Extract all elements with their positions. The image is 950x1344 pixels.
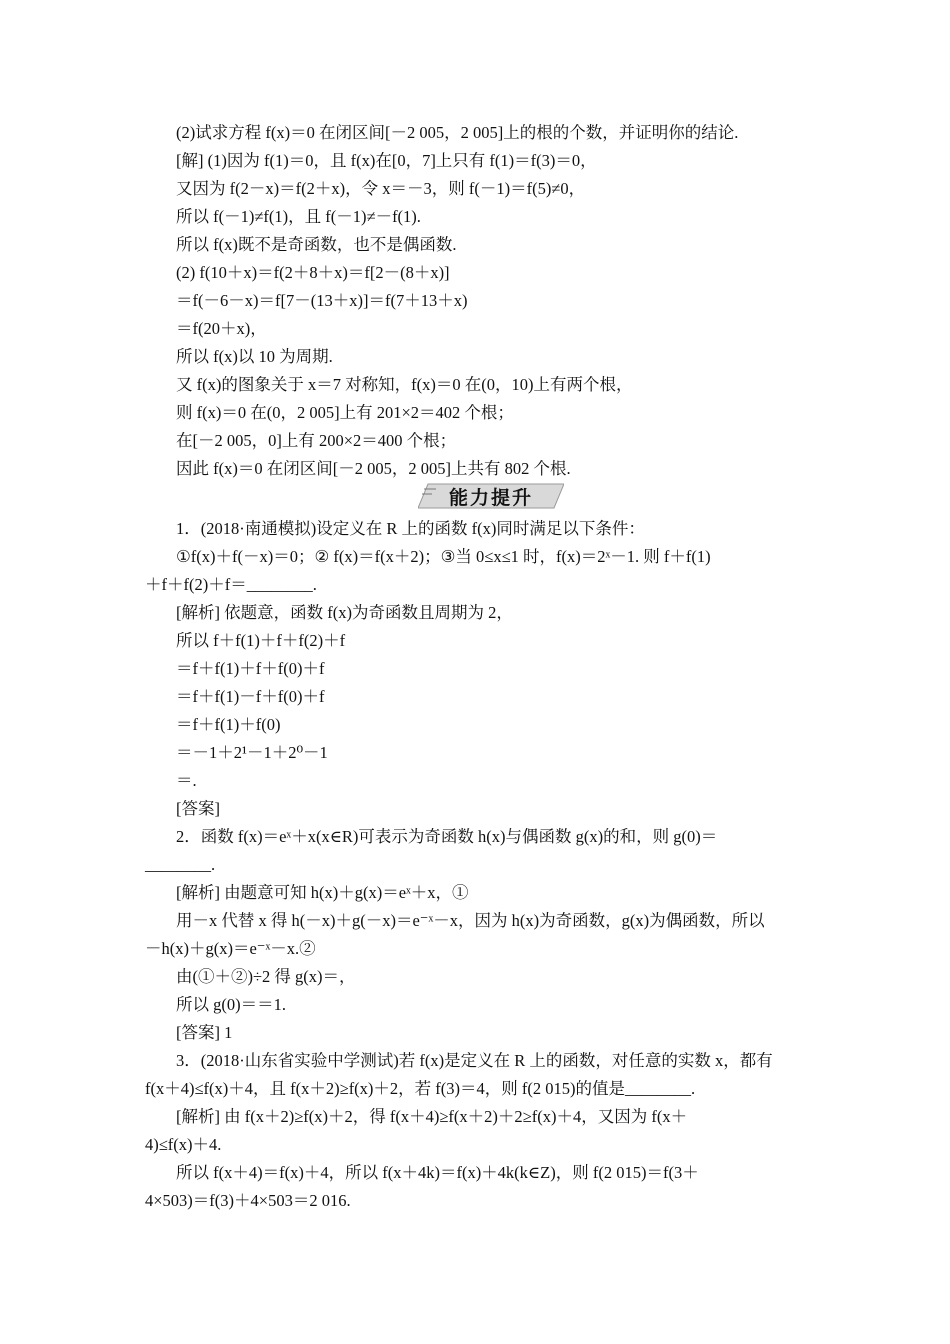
text-line: [答案] xyxy=(176,799,220,818)
text-line: ＝. xyxy=(176,771,197,790)
text-line: f(x＋4)≤f(x)＋4，且 f(x＋2)≥f(x)＋2，若 f(3)＝4，则 f(2 015)的值是________. xyxy=(145,1079,696,1098)
text-line: ＝f(－6－x)＝f[7－(13＋x)]＝f(7＋13＋x) xyxy=(176,291,468,310)
text-line: [解] (1)因为 f(1)＝0，且 f(x)在[0，7]上只有 f(1)＝f(3)＝0， xyxy=(176,151,597,170)
text-line: ＝f＋f(1)＋f(0) xyxy=(176,715,281,734)
text-line: 因此 f(x)＝0 在闭区间[－2 005，2 005]上共有 802 个根. xyxy=(176,459,571,478)
text-line: ＝f＋f(1)＋f＋f(0)＋f xyxy=(176,659,325,678)
section-title: 能力提升 xyxy=(448,487,533,509)
text-line: ＝f(20＋x)， xyxy=(176,319,267,338)
text-line: 在[－2 005，0]上有 200×2＝400 个根； xyxy=(176,431,457,450)
text-line: 3．(2018·山东省实验中学测试)若 f(x)是定义在 R 上的函数，对任意的实数 x，都有 xyxy=(176,1051,773,1070)
text-line: 又 f(x)的图象关于 x＝7 对称知，f(x)＝0 在(0，10)上有两个根， xyxy=(176,375,633,394)
text-line: 用－x 代替 x 得 h(－x)＋g(－x)＝e⁻ˣ－x，因为 h(x)为奇函数，g(x)为偶函数，所以 xyxy=(176,911,765,930)
text-line: ＝－1＋2¹－1＋2⁰－1 xyxy=(176,743,328,762)
text-line: 所以 f＋f(1)＋f＋f(2)＋f xyxy=(176,631,346,650)
text-line: 4×503)＝f(3)＋4×503＝2 016. xyxy=(145,1191,351,1210)
text-line: 则 f(x)＝0 在(0，2 005]上有 201×2＝402 个根； xyxy=(176,403,514,422)
text-line: 所以 f(x＋4)＝f(x)＋4，所以 f(x＋4k)＝f(x)＋4k(k∈Z)，则 f(2 015)＝f(3＋ xyxy=(176,1163,699,1182)
text-line: 1．(2018·南通模拟)设定义在 R 上的函数 f(x)同时满足以下条件： xyxy=(176,519,645,538)
text-line: ①f(x)＋f(－x)＝0；② f(x)＝f(x＋2)；③当 0≤x≤1 时，f(x)＝2ˣ－1. 则 f＋f(1) xyxy=(176,547,711,566)
text-line: [解析] 依题意，函数 f(x)为奇函数且周期为 2， xyxy=(176,603,513,622)
text-line: 所以 f(－1)≠f(1)，且 f(－1)≠－f(1). xyxy=(176,207,421,226)
text-line: (2) f(10＋x)＝f(2＋8＋x)＝f[2－(8＋x)] xyxy=(176,263,450,282)
text-line: [解析] 由 f(x＋2)≥f(x)＋2，得 f(x＋4)≥f(x＋2)＋2≥f(x)＋4，又因为 f(x＋ xyxy=(176,1107,688,1126)
text-line: [答案] 1 xyxy=(176,1023,233,1042)
text-line: (2)试求方程 f(x)＝0 在闭区间[－2 005，2 005]上的根的个数，并证明你的结论. xyxy=(176,123,739,142)
text-line: 2．函数 f(x)＝eˣ＋x(x∈R)可表示为奇函数 h(x)与偶函数 g(x)的和，则 g(0)＝ xyxy=(176,827,718,846)
text-line: [解析] 由题意可知 h(x)＋g(x)＝eˣ＋x，① xyxy=(176,883,469,902)
text-line: ＝f＋f(1)－f＋f(0)＋f xyxy=(176,687,325,706)
section-heading xyxy=(418,481,564,511)
text-line: 所以 g(0)＝＝1. xyxy=(176,995,286,1014)
text-line: ________. xyxy=(145,855,216,874)
text-line: 所以 f(x)既不是奇函数，也不是偶函数. xyxy=(176,235,457,254)
text-line: －h(x)＋g(x)＝e⁻ˣ－x.② xyxy=(145,939,316,958)
text-line: 又因为 f(2－x)＝f(2＋x)，令 x＝－3，则 f(－1)＝f(5)≠0， xyxy=(176,179,586,198)
text-line: 所以 f(x)以 10 为周期. xyxy=(176,347,333,366)
text-line: 4)≤f(x)＋4. xyxy=(145,1135,222,1154)
text-line: ＋f＋f(2)＋f＝________. xyxy=(145,575,317,594)
text-line: 由(①＋②)÷2 得 g(x)＝， xyxy=(176,967,356,986)
